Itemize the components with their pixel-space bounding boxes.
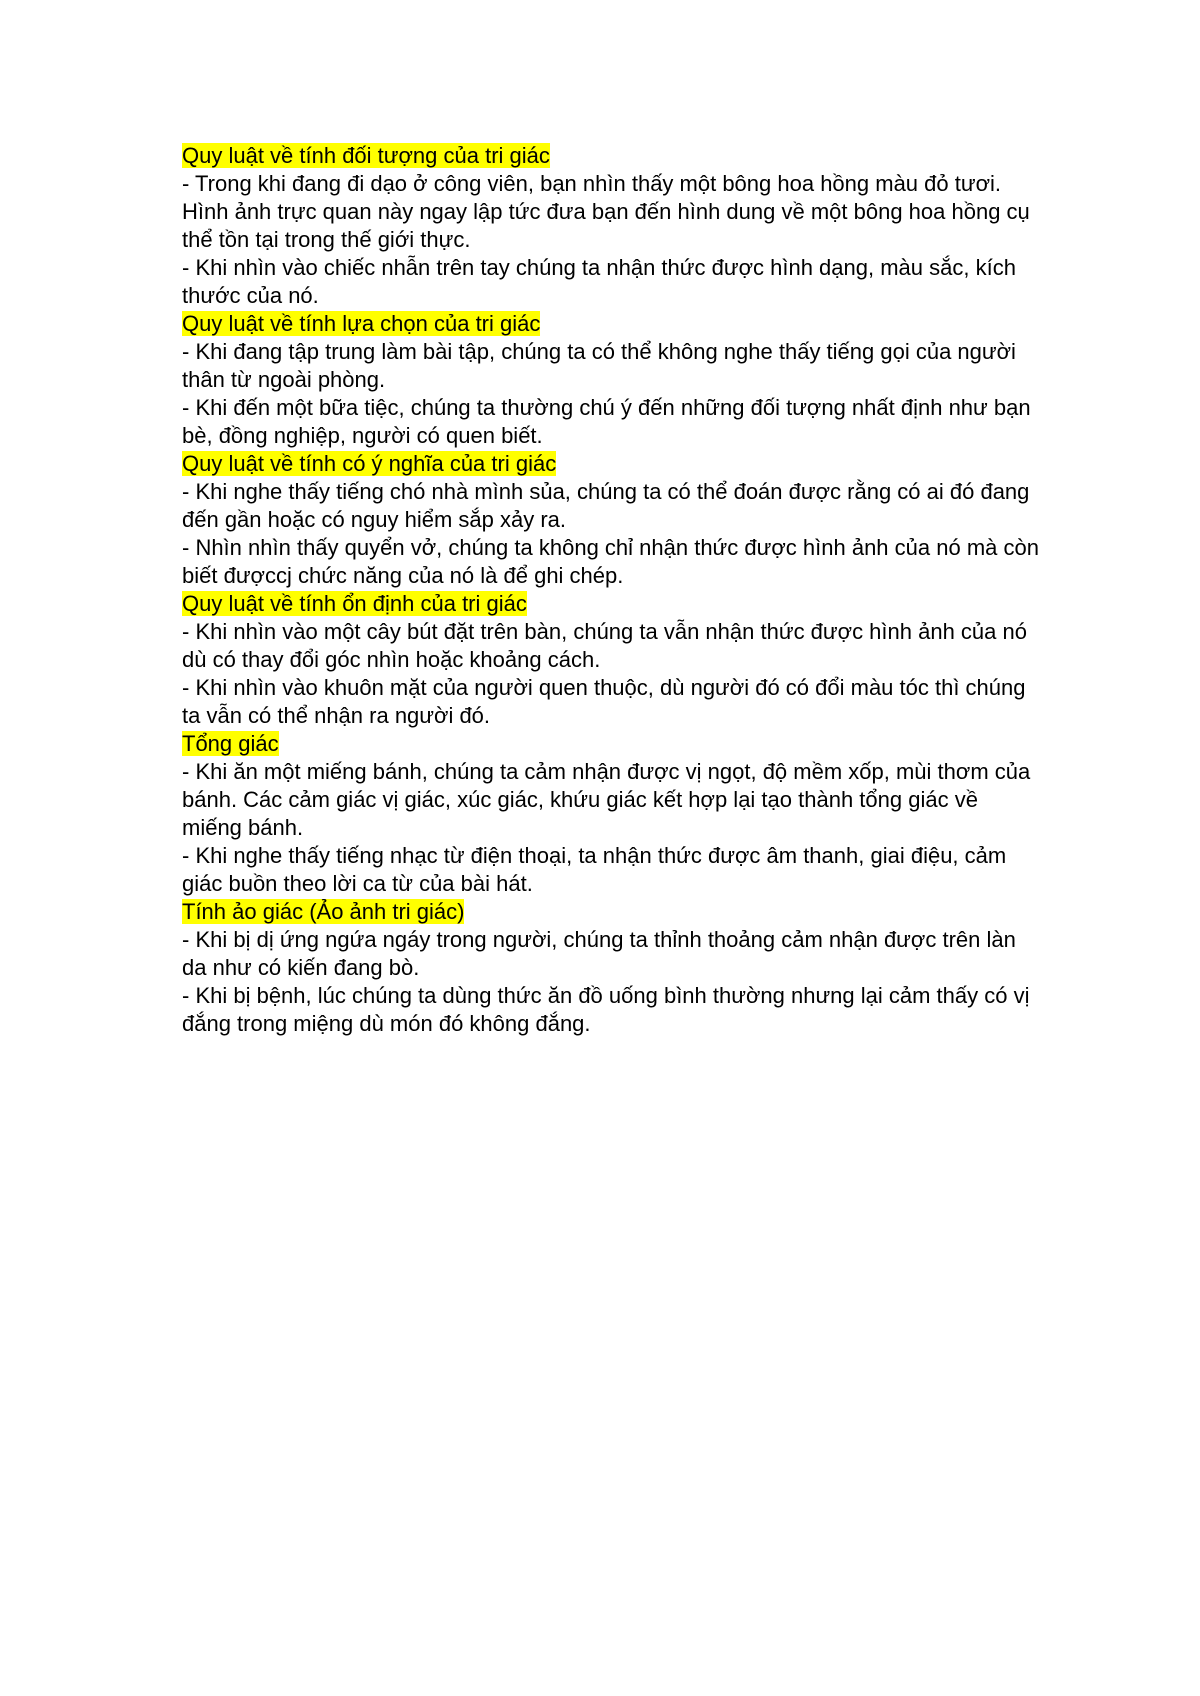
- paragraph: - Khi ăn một miếng bánh, chúng ta cảm nhận được vị ngọt, độ mềm xốp, mùi thơm của bánh. Các cảm giác vị giác, xúc giác, khứu giác kết hợp lại tạo thành tổng giác về miếng bánh.: [182, 759, 1031, 840]
- document-body: [182, 142, 1042, 1038]
- paragraph: - Trong khi đang đi dạo ở công viên, bạn nhìn thấy một bông hoa hồng màu đỏ tươi. Hình ảnh trực quan này ngay lập tức đưa bạn đến hình dung về một bông hoa hồng cụ thể tồn tại trong thế giới thực.: [182, 171, 1030, 252]
- section-heading: Tổng giác: [182, 731, 279, 756]
- paragraph: - Khi nhìn vào khuôn mặt của người quen thuộc, dù người đó có đổi màu tóc thì chúng ta vẫn có thể nhận ra người đó.: [182, 675, 1026, 728]
- section-selection-law: [182, 310, 1042, 450]
- section-heading: Quy luật về tính ổn định của tri giác: [182, 591, 527, 616]
- section-heading: Quy luật về tính đối tượng của tri giác: [182, 143, 550, 168]
- section-heading: Tính ảo giác (Ảo ảnh tri giác): [182, 899, 465, 924]
- section-meaning-law: [182, 450, 1042, 590]
- paragraph: - Khi nhìn vào chiếc nhẫn trên tay chúng ta nhận thức được hình dạng, màu sắc, kích thước của nó.: [182, 255, 1016, 308]
- section-illusion: [182, 898, 1042, 1038]
- section-stability-law: [182, 590, 1042, 730]
- section-object-law: [182, 142, 1042, 310]
- paragraph: - Khi bị bệnh, lúc chúng ta dùng thức ăn đồ uống bình thường nhưng lại cảm thấy có vị đắng trong miệng dù món đó không đắng.: [182, 983, 1030, 1036]
- paragraph: - Nhìn nhìn thấy quyển vở, chúng ta không chỉ nhận thức được hình ảnh của nó mà còn biết đượccj chức năng của nó là để ghi chép.: [182, 535, 1039, 588]
- paragraph: - Khi bị dị ứng ngứa ngáy trong người, chúng ta thỉnh thoảng cảm nhận được trên làn da như có kiến đang bò.: [182, 927, 1016, 980]
- paragraph: - Khi nhìn vào một cây bút đặt trên bàn, chúng ta vẫn nhận thức được hình ảnh của nó dù có thay đổi góc nhìn hoặc khoảng cách.: [182, 619, 1027, 672]
- paragraph: - Khi đến một bữa tiệc, chúng ta thường chú ý đến những đối tượng nhất định như bạn bè, đồng nghiệp, người có quen biết.: [182, 395, 1031, 448]
- paragraph: - Khi đang tập trung làm bài tập, chúng ta có thể không nghe thấy tiếng gọi của người thân từ ngoài phòng.: [182, 339, 1016, 392]
- section-heading: Quy luật về tính lựa chọn của tri giác: [182, 311, 541, 336]
- paragraph: - Khi nghe thấy tiếng chó nhà mình sủa, chúng ta có thể đoán được rằng có ai đó đang đến gần hoặc có nguy hiểm sắp xảy ra.: [182, 479, 1030, 532]
- section-heading: Quy luật về tính có ý nghĩa của tri giác: [182, 451, 557, 476]
- paragraph: - Khi nghe thấy tiếng nhạc từ điện thoại, ta nhận thức được âm thanh, giai điệu, cảm giác buồn theo lời ca từ của bài hát.: [182, 843, 1007, 896]
- section-apperception: [182, 730, 1042, 898]
